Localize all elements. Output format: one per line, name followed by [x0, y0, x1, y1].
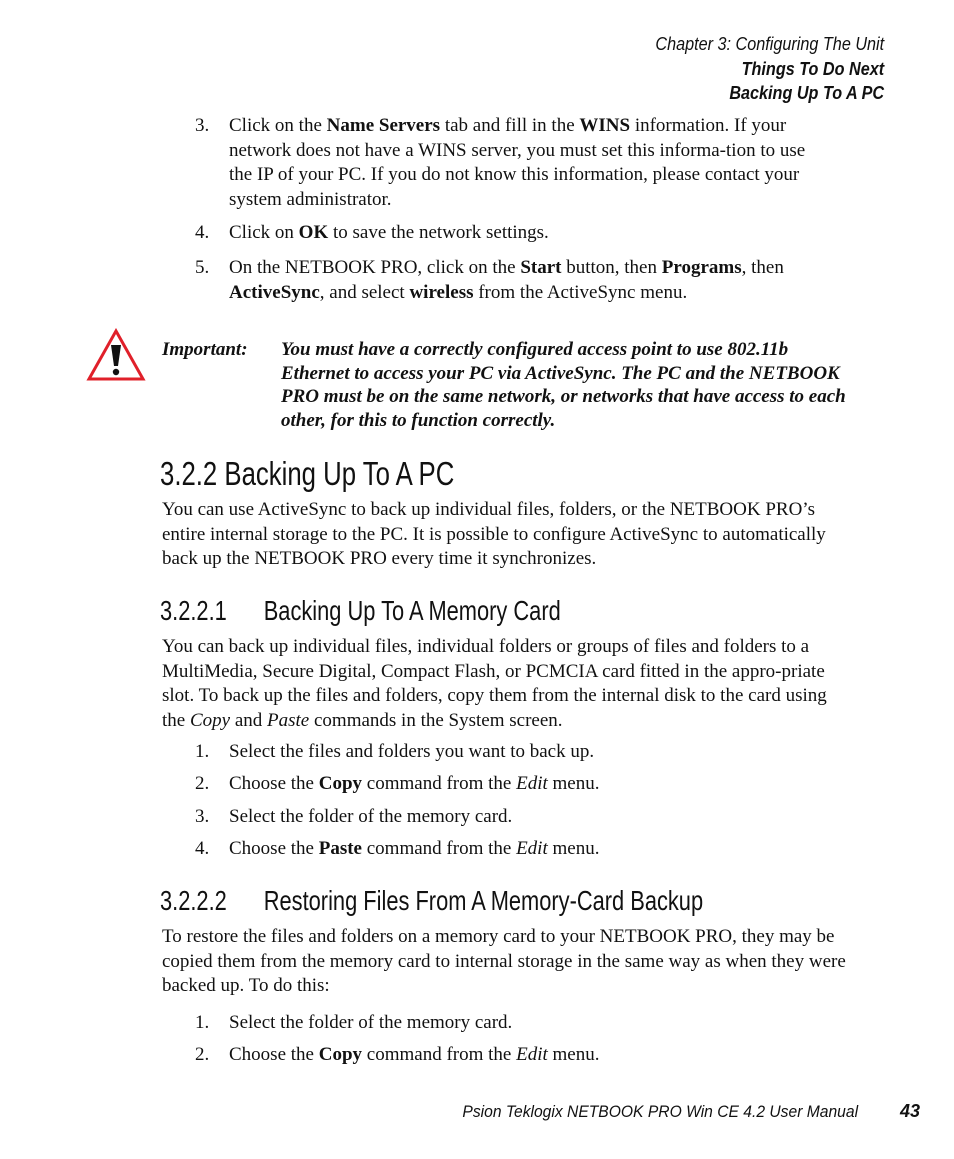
step-number: 4.: [195, 838, 210, 859]
step-text: On the NETBOOK PRO, click on the Start button, then Programs, then ActiveSync, and select wireless from the ActiveSync menu.: [229, 257, 784, 303]
section-heading: 3.2.2 Backing Up To A PC: [160, 455, 455, 492]
subsection-body: You can back up individual files, individual folders or groups of files and folders to a MultiMedia, Secure Digital, Compact Flash, or PCMCIA card fitted in the appro-priate slot. To back up the files and folders, copy them from the internal disk to the card using the Copy and Paste commands in the System screen.: [162, 636, 827, 731]
step-text: Choose the Paste command from the Edit menu.: [229, 838, 600, 859]
important-text: You must have a correctly configured access point to use 802.11b Ethernet to access your PC via ActiveSync. The PC and the NETBOOK PRO must be on the same network, or networks that have access to each other, for this to function correctly.: [281, 339, 846, 431]
header-section: Things To Do Next: [741, 58, 884, 79]
step-text: Click on the Name Servers tab and fill in the WINS information. If your network does not have a WINS server, you must set this informa-tion to use the IP of your PC. If you do not know this information, please contact your system administrator.: [229, 115, 806, 210]
step-text: Click on OK to save the network settings.: [229, 222, 549, 243]
footer-manual-title: Psion Teklogix NETBOOK PRO Win CE 4.2 User Manual: [462, 1102, 858, 1121]
important-label: Important:: [162, 339, 248, 360]
step-number: 3.: [195, 806, 210, 827]
subsection-title: Backing Up To A Memory Card: [263, 595, 561, 626]
subsection-number: 3.2.2.1: [160, 595, 227, 626]
subsection-heading: [160, 594, 561, 628]
subsection-body: To restore the files and folders on a memory card to your NETBOOK PRO, they may be copied them from the memory card to internal storage in the same way as when they were backed up. To do this:: [162, 926, 846, 996]
subsection-number: 3.2.2.2: [160, 885, 227, 916]
header-chapter: Chapter 3: Configuring The Unit: [655, 34, 884, 54]
step-text: Select the folder of the memory card.: [229, 1012, 513, 1033]
step-number: 2.: [195, 773, 210, 794]
subsection-title: Restoring Files From A Memory-Card Backup: [263, 885, 704, 916]
step-number: 5.: [195, 257, 210, 278]
page-number: 43: [899, 1101, 920, 1121]
step-text: Choose the Copy command from the Edit menu.: [229, 1044, 600, 1065]
step-number: 3.: [195, 115, 210, 136]
step-number: 1.: [195, 1012, 210, 1033]
warning-triangle-icon: [86, 328, 146, 382]
step-number: 1.: [195, 741, 210, 762]
step-text: Select the files and folders you want to back up.: [229, 741, 595, 762]
subsection-heading: [160, 884, 704, 918]
section-body: You can use ActiveSync to back up individual files, folders, or the NETBOOK PRO’s entire internal storage to the PC. It is possible to configure ActiveSync to automatically back up the NETBOOK PRO every time it synchronizes.: [162, 499, 826, 569]
step-number: 2.: [195, 1044, 210, 1065]
step-number: 4.: [195, 222, 210, 243]
header-subsection: Backing Up To A PC: [729, 83, 884, 103]
step-text: Choose the Copy command from the Edit menu.: [229, 773, 600, 794]
step-text: Select the folder of the memory card.: [229, 806, 513, 827]
running-header: [655, 32, 884, 106]
